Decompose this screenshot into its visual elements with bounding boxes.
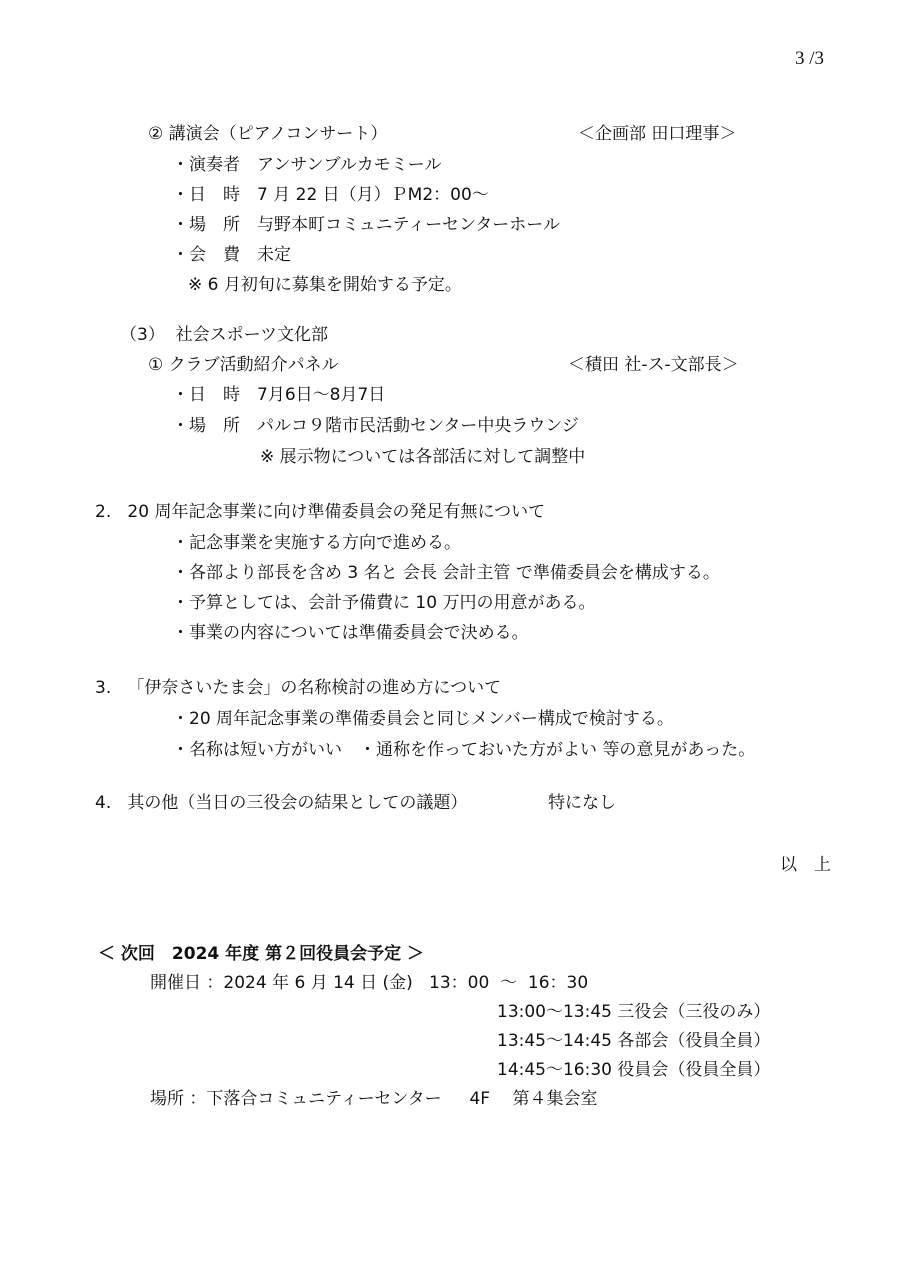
sports-date: ・日 時 7月6日～8月7日 [172, 385, 386, 405]
section4-heading: 4. 其の他（当日の三役会の結果としての議題） [95, 793, 468, 813]
sports-place: ・場 所 パルコ９階市民活動センター中央ラウンジ [172, 416, 579, 436]
closing-mark: 以 上 [780, 855, 831, 875]
next-meeting-heading: ＜ 次回 2024 年度 第２回役員会予定 ＞ [98, 944, 424, 964]
section3-bullet: ・20 周年記念事業の準備委員会と同じメンバー構成で検討する。 [172, 709, 674, 729]
section2-bullet: ・予算としては、会計予備費に 10 万円の用意がある。 [172, 593, 596, 613]
sports-note: ※ 展示物については各部活に対して調整中 [260, 447, 586, 467]
next-meeting-place: 場所 ：下落合コミュニティーセンター 4F 第４集会室 [150, 1089, 598, 1109]
schedule-row: 14:45～16:30 役員会（役員全員） [497, 1060, 771, 1080]
section2-heading: 2. 20 周年記念事業に向け準備委員会の発足有無について [95, 502, 546, 522]
section4-value: 特になし [548, 793, 616, 813]
lecture-date: ・日 時 7 月 22 日（月）ＰM2：00～ [172, 185, 489, 205]
lecture-title: ② 講演会（ピアノコンサート） [148, 124, 388, 144]
lecture-fee: ・会 費 未定 [172, 245, 291, 265]
section3-bullet: ・名称は短い方がいい ・通称を作っておいた方がよい 等の意見があった。 [172, 740, 756, 760]
sports-item-title: ① クラブ活動紹介パネル [148, 355, 339, 375]
schedule-row: 13:45～14:45 各部会（役員全員） [497, 1031, 771, 1051]
next-meeting-date: 開催日 ：2024 年 6 月 14 日 (金) 13：00 ～ 16：30 [150, 973, 589, 993]
section2-bullet: ・記念事業を実施する方向で進める。 [172, 533, 461, 553]
page-number: 3 /3 [795, 48, 825, 69]
section2-bullet: ・事業の内容については準備委員会で決める。 [172, 623, 529, 643]
lecture-place: ・場 所 与野本町コミュニティーセンターホール [172, 215, 560, 235]
section3-heading: 3. 「伊奈さいたま会」の名称検討の進め方について [95, 678, 502, 698]
section2-bullet: ・各部より部長を含め 3 名と 会長 会計主管 で準備委員会を構成する。 [172, 563, 720, 583]
sports-owner: ＜積田 社-ス-文部長＞ [568, 355, 739, 375]
sports-heading: （3） 社会スポーツ文化部 [120, 325, 328, 345]
lecture-owner: ＜企画部 田口理事＞ [578, 124, 737, 144]
lecture-performer: ・演奏者 アンサンブルカモミール [172, 155, 442, 175]
schedule-row: 13:00～13:45 三役会（三役のみ） [497, 1002, 771, 1022]
lecture-note: ※ 6 月初旬に募集を開始する予定。 [188, 275, 462, 295]
